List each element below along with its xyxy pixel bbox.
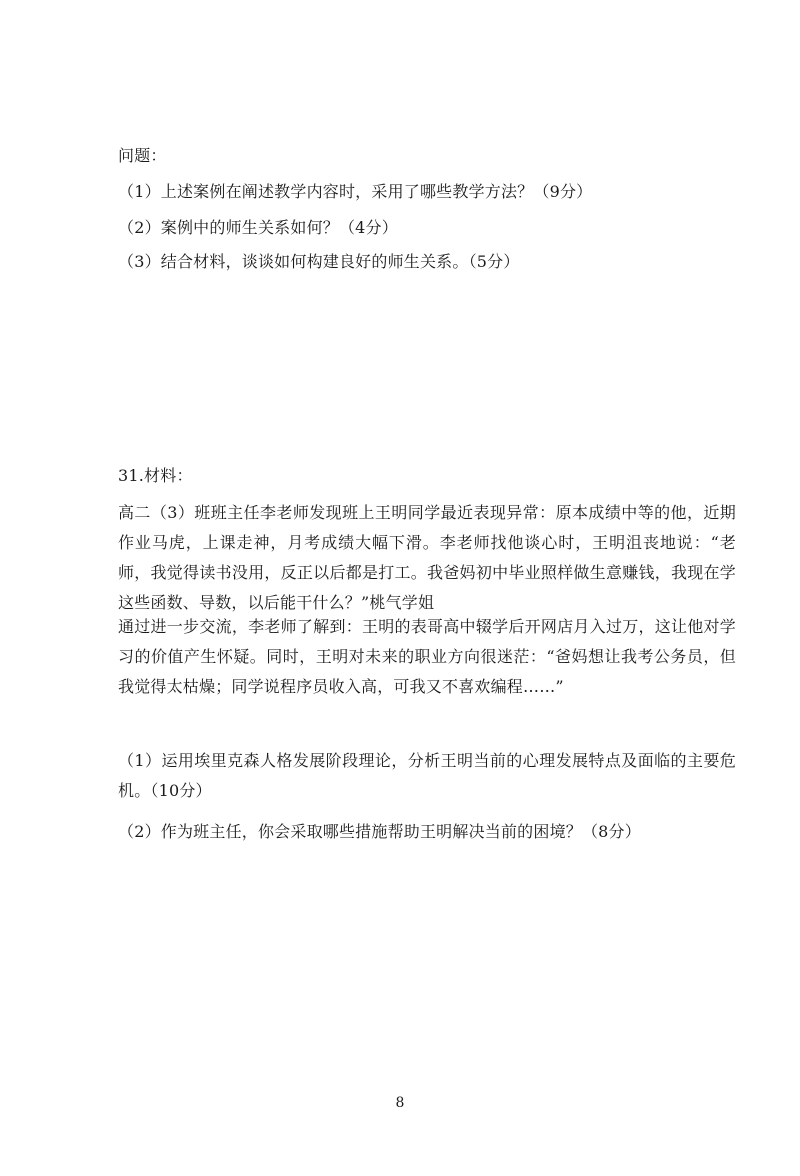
questions-heading: 问题：	[118, 146, 167, 165]
q31-para2-text: 通过进一步交流，李老师了解到：王明的表哥高中辍学后开网店月入过万，这让他对学习的价值产生怀疑。同时，王明对未来的职业方向很迷茫：“爸妈想让我考公务员，但我觉得太枯燥；同学说程序员收入高，可我又不喜欢编程……”	[118, 617, 736, 696]
question-item-3: （3）结合材料，谈谈如何构建良好的师生关系。（5分）	[118, 252, 520, 271]
q31-heading: 31.材料：	[118, 466, 193, 485]
question-item-2: （2）案例中的师生关系如何？（4分）	[118, 218, 398, 237]
q31-sub1-text: （1）运用埃里克森人格发展阶段理论，分析王明当前的心理发展特点及面临的主要危机。（10分）	[118, 751, 736, 800]
q31-subquestion-2: （2）作为班主任，你会采取哪些措施帮助王明解决当前的困境？（8分）	[118, 822, 641, 841]
q31-subquestion-1	[118, 746, 736, 806]
question-item-1: （1）上述案例在阐述教学内容时，采用了哪些教学方法？（9分）	[118, 182, 593, 201]
page-number: 8	[395, 1095, 405, 1111]
q31-para1-text: 高二（3）班班主任李老师发现班上王明同学最近表现异常：原本成绩中等的他，近期作业马虎，上课走神，月考成绩大幅下滑。李老师找他谈心时，王明沮丧地说：“老师，我觉得读书没用，反正以后都是打工。我爸妈初中毕业照样做生意赚钱，我现在学这些函数、导数，以后能干什么？”桃气学姐	[118, 503, 736, 612]
q31-material-paragraph-1	[118, 498, 736, 618]
q31-material-paragraph-2	[118, 612, 736, 702]
